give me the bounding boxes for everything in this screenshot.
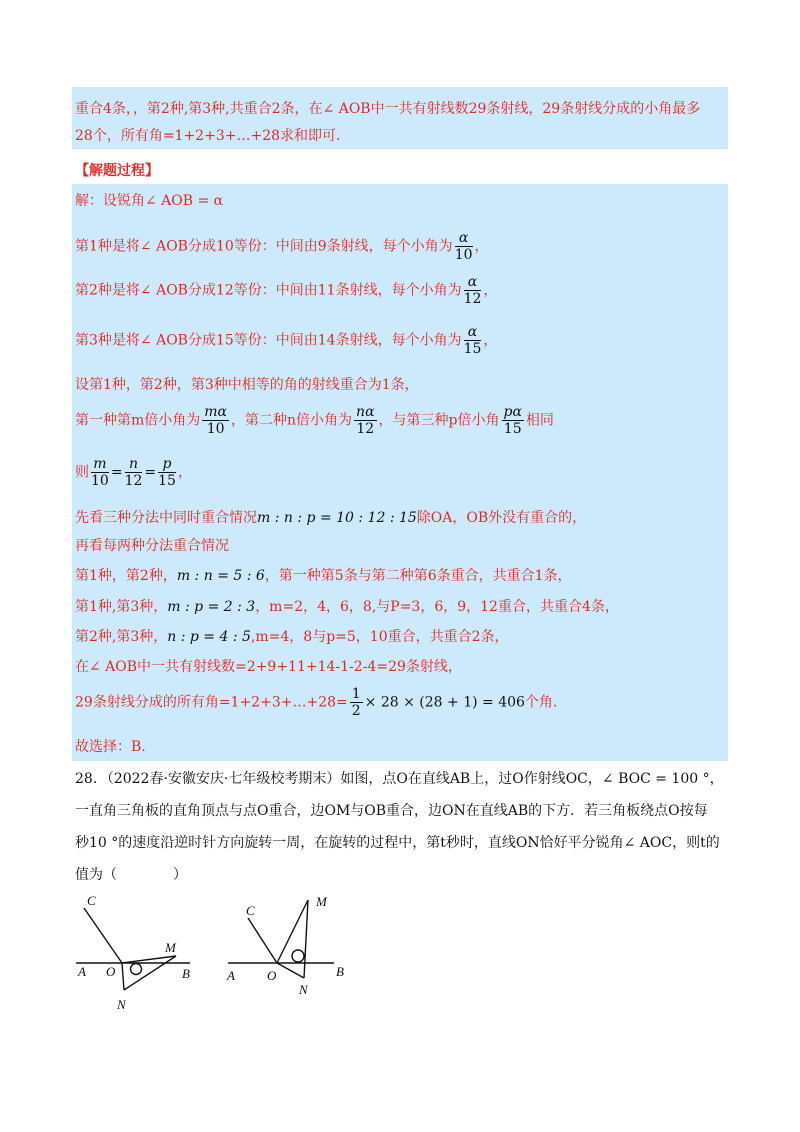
solution-line-12 <box>75 626 509 646</box>
numerator: mα <box>204 404 228 420</box>
prev-text-line-2: 28个，所有角=1+2+3+…+28求和即可. <box>75 128 341 144</box>
geometry-svg <box>72 890 350 1015</box>
text: ， <box>483 332 498 349</box>
text: ， <box>177 464 192 481</box>
text: ，第二种n倍小角为 <box>231 412 353 429</box>
denominator: 12 <box>463 291 482 307</box>
solution-line-5: 设第1种，第2种，第3种中相等的角的射线重合为1条， <box>75 377 419 393</box>
denominator: 10 <box>91 473 109 489</box>
sum-expression: × 28 × (28 + 1) = 406 <box>364 694 525 711</box>
ratio-expression: m : p = 2 : 3 <box>167 599 256 615</box>
fraction <box>464 274 482 307</box>
triangle-on-left <box>122 963 124 990</box>
triangle-hole-right <box>292 950 304 962</box>
text: 第2种是将∠ AOB分成12等份：中间由11条射线，每个小角为 <box>75 282 462 299</box>
label-n-right: N <box>299 982 308 997</box>
solution-line-7 <box>75 456 192 489</box>
text: ，与第三种p倍小角 <box>378 412 500 429</box>
numerator: p <box>158 456 176 473</box>
triangle-hole-left <box>131 964 142 975</box>
text: 除OA，OB外没有重合的， <box>416 510 587 526</box>
label-c-left: C <box>87 893 96 908</box>
text: 第1种是将∠ AOB分成10等份：中间由9条射线，每个小角为 <box>75 238 453 255</box>
numerator: α <box>464 274 482 291</box>
text: ， <box>483 282 498 299</box>
equals: = <box>110 464 123 481</box>
fraction <box>502 404 524 437</box>
text: ，m=2，4，6，8,与P=3，6，9，12重合，共重合4条， <box>255 599 619 615</box>
denominator: 15 <box>503 421 522 437</box>
fraction <box>158 456 176 489</box>
text: ， <box>474 238 489 255</box>
label-c-right: C <box>246 903 255 918</box>
ratio-expression: m : n : p = 10 : 12 : 15 <box>257 510 417 526</box>
numerator: α <box>455 230 473 247</box>
numerator: pα <box>503 404 522 420</box>
solution-line-9: 再看每两种分法重合情况 <box>75 538 229 554</box>
fraction <box>455 230 473 263</box>
denominator: 12 <box>124 473 143 489</box>
text: ,m=4，8与p=5，10重合，共重合2条， <box>250 629 509 645</box>
numerator: α <box>464 324 482 341</box>
solution-line-10 <box>75 565 572 585</box>
text: ，第一种第5条与第二种第6条重合，共重合1条， <box>264 568 572 584</box>
label-a-right: A <box>227 968 235 983</box>
numerator: n <box>125 456 143 473</box>
label-b-left: B <box>182 966 190 981</box>
text: 第一种第m倍小角为 <box>75 412 201 429</box>
denominator: 2 <box>351 703 361 719</box>
text: 第1种,第3种， <box>75 599 168 615</box>
numerator: 1 <box>351 686 361 702</box>
label-n-left: N <box>117 997 126 1012</box>
text: 第1种，第2种， <box>75 568 177 584</box>
text: 相同 <box>525 412 554 429</box>
solution-line-8 <box>75 507 586 527</box>
solution-line-2 <box>75 230 489 263</box>
denominator: 15 <box>158 473 176 489</box>
ray-oc-right <box>248 918 277 963</box>
fraction <box>202 404 229 437</box>
question-line-3: 秒10 °的速度沿逆时针方向旋转一周，在旋转的过程中，第t秒时，直线ON恰好平分锐角∠ AOC，则t的 <box>75 835 720 851</box>
text: 先看三种分法中同时重合情况 <box>75 510 257 526</box>
fraction <box>464 324 482 357</box>
geometry-figure <box>72 890 350 1015</box>
question-line-1: 28．（2022春·安徽安庆·七年级校考期末）如图，点O在直线AB上，过O作射线OC，∠ BOC = 100 °， <box>75 771 724 787</box>
solution-line-3 <box>75 274 497 307</box>
text: 第2种,第3种， <box>75 629 168 645</box>
solution-line-11 <box>75 596 619 616</box>
fraction <box>350 686 363 719</box>
denominator: 12 <box>356 421 375 437</box>
label-m-right: M <box>316 894 327 909</box>
numerator: m <box>91 456 109 473</box>
text: 则 <box>75 464 89 481</box>
triangle-hyp-right <box>304 900 308 978</box>
right-figure <box>228 900 334 978</box>
text: 第3种是将∠ AOB分成15等份：中间由14条射线，每个小角为 <box>75 332 462 349</box>
ratio-expression: m : n = 5 : 6 <box>176 568 265 584</box>
solution-line-1: 解：设锐角∠ AOB = α <box>75 193 224 209</box>
text: 29条射线分成的所有角=1+2+3+…+28= <box>75 694 348 711</box>
question-line-4: 值为（ ） <box>75 867 187 883</box>
fraction <box>125 456 143 489</box>
solution-line-13: 在∠ AOB中一共有射线数=2+9+11+14-1-2-4=29条射线， <box>75 659 462 675</box>
solution-line-4 <box>75 324 497 357</box>
label-a-left: A <box>78 964 86 979</box>
fraction <box>354 404 376 437</box>
ray-oc-left <box>84 908 122 963</box>
section-heading: 【解题过程】 <box>75 163 159 179</box>
label-b-right: B <box>336 964 344 979</box>
denominator: 10 <box>454 247 473 263</box>
ratio-expression: n : p = 4 : 5 <box>167 629 251 645</box>
question-line-2: 一直角三角板的直角顶点与点O重合，边OM与OB重合，边ON在直线AB的下方．若三角板绕点O按每 <box>75 803 708 819</box>
solution-line-14 <box>75 686 557 719</box>
label-o-right: O <box>267 968 277 983</box>
numerator: nα <box>356 404 375 420</box>
label-o-left: O <box>106 964 116 979</box>
triangle-on-right <box>277 963 304 978</box>
denominator: 10 <box>206 421 225 437</box>
prev-text-line-1: 重合4条，，第2种,第3种,共重合2条，在∠ AOB中一共有射线数29条射线，29条射线分成的小角最多 <box>75 101 701 117</box>
solution-line-6 <box>75 404 554 437</box>
equals: = <box>144 464 157 481</box>
text: 个角. <box>524 694 558 711</box>
label-m-left: M <box>165 940 176 955</box>
denominator: 15 <box>463 341 482 357</box>
fraction <box>91 456 109 489</box>
solution-line-15: 故选择：B. <box>75 739 146 755</box>
